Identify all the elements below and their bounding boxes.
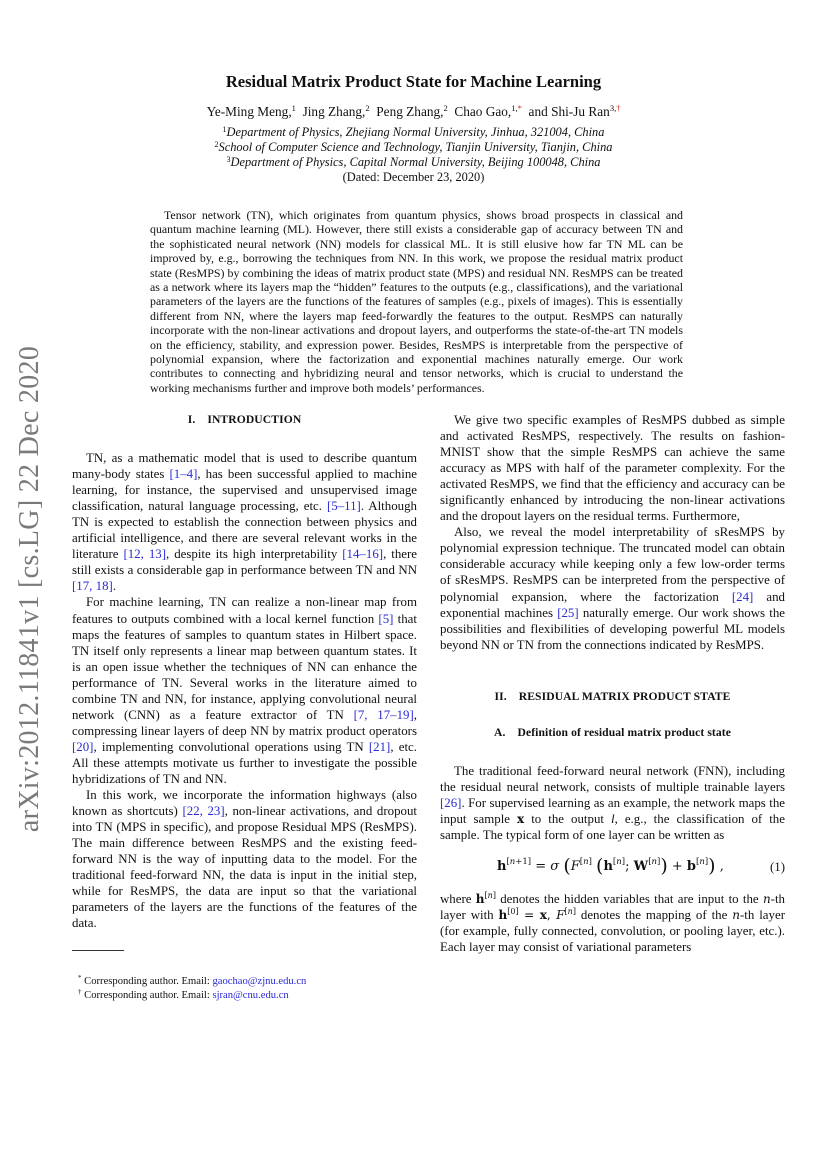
equation-1 <box>440 855 785 878</box>
arxiv-stamp <box>10 334 50 844</box>
author: Peng Zhang,$^2$ <box>376 103 448 119</box>
citation-link[interactable]: [1–4] <box>169 467 198 482</box>
affiliation: $^2$School of Computer Science and Technology, Tianjin University, Tianjin, China <box>214 140 613 154</box>
citation-link[interactable]: [5–11] <box>326 499 361 514</box>
email-link[interactable]: sjran@cnu.edu.cn <box>212 990 289 1001</box>
subsection-heading: A. Definition of residual matrix product state <box>494 725 731 739</box>
author: Jing Zhang,$^2$ <box>302 103 370 119</box>
footnote-rule <box>72 950 124 951</box>
footnote: * Corresponding author. Email: gaochao@zjnu.edu.cn <box>78 974 307 987</box>
corresponding-mark[interactable]: † <box>616 103 621 113</box>
citation-link[interactable]: [25] <box>557 605 579 620</box>
paragraph: The traditional feed-forward neural network (FNN), including the residual neural network, consists of multiple trainable layers [26]. For supervised learning as an example, the network maps the input sample x to the output l, e.g., the classification of the sample. The typical form of one layer can be written as <box>440 763 785 842</box>
author: Ye-Ming Meng,$^1$ <box>206 103 296 119</box>
paragraph: We give two specific examples of ResMPS dubbed as simple and activated ResMPS, respectively. The results on fashion-MNIST show that the simple ResMPS can achieve the same accuracy as MPS with half of the parameter complexity. For the activated ResMPS, we find that the efficiency and accuracy can be significantly enhanced by introducing the non-linear activations and the dropout layers on the residual terms. Furthermore, <box>440 413 785 524</box>
paper-title: Residual Matrix Product State for Machine Learning <box>225 72 602 91</box>
author: Chao Gao,$^{1,*}$ <box>454 103 522 119</box>
citation-link[interactable]: [14–16] <box>342 547 384 562</box>
email-link[interactable]: gaochao@zjnu.edu.cn <box>212 976 307 987</box>
paragraph: TN, as a mathematic model that is used to describe quantum many-body states [1–4], has been successful applied to machine learning, for instance, the supervised and unsupervised image classification, natural language processing, etc. [5–11]. Although TN is expected to establish the connection between physics and artificial intelligence, and there are several relevant works in the literature [12, 13], despite its high interpretability [14–16], there still exists a considerable gap in performance between TN and NN [17, 18]. <box>72 451 418 594</box>
author: and Shi-Ju Ran$^{3,\dagger}$ <box>528 103 621 119</box>
paragraph: In this work, we incorporate the information highways (also known as shortcuts) [22, 23], non-linear activations, and dropout into TN (MPS in specific), and propose Residual MPS (ResMPS). The main difference between ResMPS and the existing feed-forward NN is the way of inputting data to the model. For the traditional feed-forward NN, the data is input in the initial step, while for ResMPS, the data are input so that the variational parameters of the layers are the functions of the features of the data. <box>72 788 417 931</box>
author-list <box>0 104 827 120</box>
footnote: † Corresponding author. Email: sjran@cnu.edu.cn <box>78 988 289 1001</box>
paragraph: For machine learning, TN can realize a non-linear map from features to outputs combined with a local kernel function [5] that maps the features of samples to quantum states in Hilbert space. TN itself only represents a linear map between quantum states. It is an open issue whether the techniques of NN can enhance the performance of TN. Several works in the literature aimed to combine TN and NN, for instance, applying convolutional neural network (CNN) as a feature extractor of TN [7, 17–19], compressing linear layers of deep NN by matrix product operators [20], implementing convolutional operations using TN [21], etc. All these attempts motivate us further to investigate the possible hybridizations of TN and NN. <box>72 595 417 786</box>
equation-body: h[n+1] = σ (F[n] (h[n]; W[n]) + b[n]) , <box>497 855 724 878</box>
abstract: Tensor network (TN), which originates from quantum physics, shows broad prospects in classical and quantum machine learning (ML). However, there still exists a considerable gap of accuracy between TN and the sophisticated neural network (NN) models for classical ML. It is still elusive how far TN ML can be improved by, e.g., borrowing the techniques from NN. In this work, we propose the residual matrix product state (ResMPS) by combining the ideas of matrix product state (MPS) and residual NN. ResMPS can be treated as a network where its layers map the “hidden” features to the outputs (e.g., classifications), and the variational parameters of the layers are the functions of the features of samples (e.g., pixels of images). This is essentially different from NN, where the layers map feed-forwardly the features to the output. ResMPS can naturally incorporate with the non-linear activations and dropout layers, and outperforms the state-of-the-art TN models on the efficiency, stability, and expression power. Besides, ResMPS is interpretable from the perspective of polynomial expansion, where the factorization and exponential machines naturally emerge. Our work contributes to connecting and hybridizing neural and tensor networks, which is crucial to understand the working mechanisms further and improve both models’ performances. <box>150 208 683 395</box>
citation-link[interactable]: [7, 17–19] <box>353 707 414 722</box>
affiliation: $^3$Department of Physics, Capital Normal University, Beijing 100048, China <box>226 155 601 169</box>
corresponding-mark[interactable]: * <box>517 103 522 113</box>
citation-link[interactable]: [21] <box>368 739 391 754</box>
footnotes <box>78 975 306 1003</box>
equation-number: (1) <box>769 859 785 874</box>
right-column <box>440 412 785 955</box>
arxiv-stamp-text: arXiv:2012.11841v1 [cs.LG] 22 Dec 2020 <box>14 345 45 833</box>
citation-link[interactable]: [5] <box>378 611 394 626</box>
citation-link[interactable]: [24] <box>731 589 754 604</box>
affiliations <box>0 125 827 185</box>
citation-link[interactable]: [17, 18] <box>72 579 113 594</box>
section-heading-resmps: II. RESIDUAL MATRIX PRODUCT STATE <box>494 689 731 703</box>
paragraph: Also, we reveal the model interpretability of sResMPS by polynomial expression technique. The truncated model can obtain considerable accuracy while keeping only a few low-order terms of sResMPS. ResMPS can be interpreted from the perspective of polynomial expansion, where the factorization [24] and exponential machines [25] naturally emerge. Our work shows the possibilities and flexibilities of developing powerful ML models beyond NN or TN from the connections indicated by ResMPS. <box>440 525 786 652</box>
citation-link[interactable]: [12, 13] <box>123 547 167 562</box>
citation-link[interactable]: [22, 23] <box>182 804 225 819</box>
citation-link[interactable]: [20] <box>72 739 94 754</box>
paragraph: where h[n] denotes the hidden variables that are input to the n-th layer with h[0] = x, F[n] denotes the mapping of the n-th layer (for example, fully connected, convolution, or pooling layer, etc.). Each layer may consist of variational parameters <box>440 891 785 955</box>
affiliation: $^1$Department of Physics, Zhejiang Normal University, Jinhua, 321004, China <box>222 125 605 139</box>
dated: (Dated: December 23, 2020) <box>342 170 485 184</box>
left-column <box>72 412 417 931</box>
section-heading-introduction: I. INTRODUCTION <box>187 413 302 426</box>
citation-link[interactable]: [26] <box>440 795 462 810</box>
